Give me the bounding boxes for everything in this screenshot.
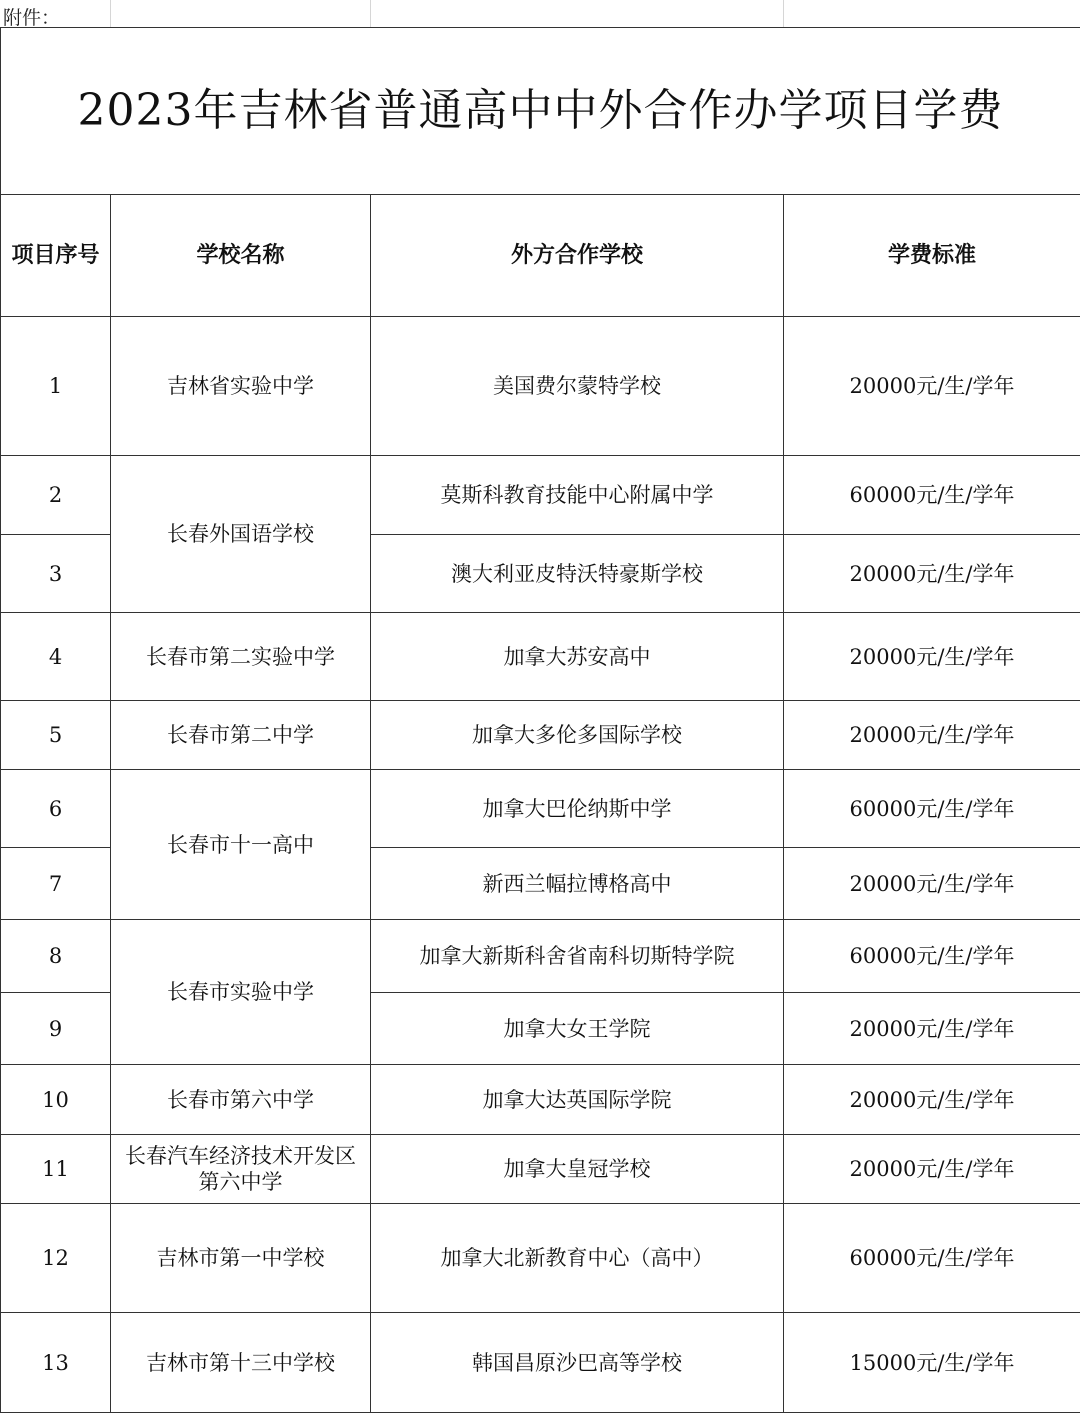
grid-line: [783, 0, 784, 27]
school-cell: 长春市十一高中: [111, 770, 371, 920]
school-cell: 长春市第六中学: [111, 1065, 371, 1135]
table-row: [1, 1313, 1080, 1413]
seq-cell: 12: [1, 1204, 111, 1313]
partner-cell: 美国费尔蒙特学校: [371, 317, 784, 456]
seq-cell: 1: [1, 317, 111, 456]
title-row: [1, 28, 1080, 195]
school-cell: 长春市第二中学: [111, 701, 371, 770]
partner-cell: 韩国昌原沙巴高等学校: [371, 1313, 784, 1413]
fee-table: [0, 27, 1080, 1413]
fee-cell: 60000元/生/学年: [784, 1204, 1080, 1313]
grid-line: [370, 0, 371, 27]
fee-cell: 15000元/生/学年: [784, 1313, 1080, 1413]
partner-cell: 新西兰幅拉博格高中: [371, 848, 784, 920]
seq-cell: 9: [1, 993, 111, 1065]
table-row: [1, 701, 1080, 770]
fee-cell: 20000元/生/学年: [784, 701, 1080, 770]
partner-cell: 加拿大达英国际学院: [371, 1065, 784, 1135]
table-row: [1, 1065, 1080, 1135]
attachment-label: 附件：: [3, 3, 60, 30]
seq-cell: 6: [1, 770, 111, 848]
partner-cell: 加拿大多伦多国际学校: [371, 701, 784, 770]
fee-cell: 20000元/生/学年: [784, 317, 1080, 456]
grid-line: [110, 0, 111, 27]
partner-cell: 加拿大皇冠学校: [371, 1135, 784, 1204]
fee-cell: 60000元/生/学年: [784, 456, 1080, 535]
table-row: [1, 456, 1080, 535]
school-cell: 长春外国语学校: [111, 456, 371, 613]
school-cell: 长春市第二实验中学: [111, 613, 371, 701]
school-cell: 长春汽车经济技术开发区第六中学: [111, 1135, 371, 1204]
fee-cell: 20000元/生/学年: [784, 613, 1080, 701]
seq-cell: 8: [1, 920, 111, 993]
table-row: [1, 1135, 1080, 1204]
page-title: 2023年吉林省普通高中中外合作办学项目学费: [1, 28, 1080, 195]
fee-cell: 60000元/生/学年: [784, 770, 1080, 848]
table-row: [1, 613, 1080, 701]
seq-cell: 13: [1, 1313, 111, 1413]
fee-cell: 20000元/生/学年: [784, 848, 1080, 920]
table-row: [1, 920, 1080, 993]
header-school: 学校名称: [111, 195, 371, 317]
school-cell: 吉林市第一中学校: [111, 1204, 371, 1313]
partner-cell: 澳大利亚皮特沃特豪斯学校: [371, 535, 784, 613]
fee-cell: 20000元/生/学年: [784, 535, 1080, 613]
header-partner: 外方合作学校: [371, 195, 784, 317]
table-row: [1, 1204, 1080, 1313]
partner-cell: 莫斯科教育技能中心附属中学: [371, 456, 784, 535]
header-fee: 学费标准: [784, 195, 1080, 317]
partner-cell: 加拿大女王学院: [371, 993, 784, 1065]
seq-cell: 10: [1, 1065, 111, 1135]
school-cell: 吉林市第十三中学校: [111, 1313, 371, 1413]
attachment-bar: [0, 0, 1080, 27]
school-cell: 吉林省实验中学: [111, 317, 371, 456]
partner-cell: 加拿大苏安高中: [371, 613, 784, 701]
partner-cell: 加拿大巴伦纳斯中学: [371, 770, 784, 848]
fee-cell: 20000元/生/学年: [784, 993, 1080, 1065]
fee-cell: 20000元/生/学年: [784, 1065, 1080, 1135]
seq-cell: 2: [1, 456, 111, 535]
partner-cell: 加拿大新斯科舍省南科切斯特学院: [371, 920, 784, 993]
seq-cell: 11: [1, 1135, 111, 1204]
school-cell: 长春市实验中学: [111, 920, 371, 1065]
table-row: [1, 770, 1080, 848]
partner-cell: 加拿大北新教育中心（高中）: [371, 1204, 784, 1313]
header-seq: 项目序号: [1, 195, 111, 317]
fee-cell: 20000元/生/学年: [784, 1135, 1080, 1204]
fee-cell: 60000元/生/学年: [784, 920, 1080, 993]
header-row: [1, 195, 1080, 317]
seq-cell: 7: [1, 848, 111, 920]
table-row: [1, 317, 1080, 456]
seq-cell: 4: [1, 613, 111, 701]
seq-cell: 5: [1, 701, 111, 770]
seq-cell: 3: [1, 535, 111, 613]
